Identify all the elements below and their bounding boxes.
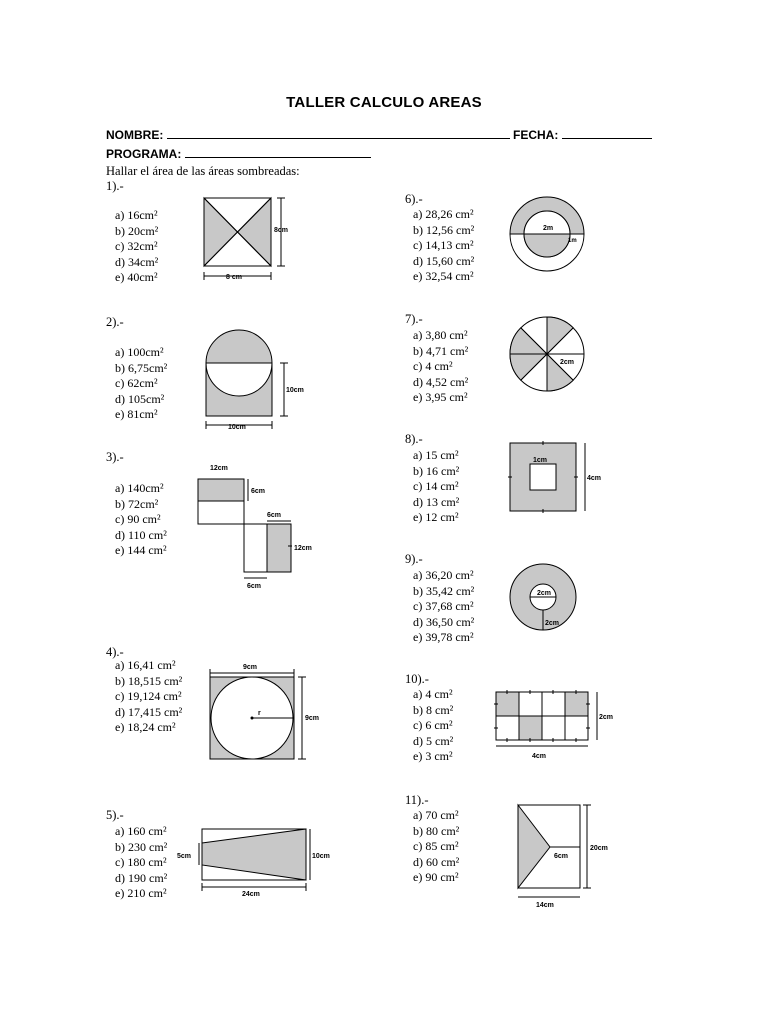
option-e[interactable]: e) 144 cm² (115, 543, 167, 558)
fecha-label: FECHA: (513, 128, 559, 142)
option-d[interactable]: d) 190 cm² (115, 870, 168, 885)
option-b[interactable]: b) 18,515 cm² (115, 673, 183, 688)
question-8-number: 8).- (405, 432, 423, 446)
option-a[interactable]: a) 70 cm² (413, 808, 459, 822)
option-a[interactable]: a) 160 cm² (115, 824, 167, 838)
option-e[interactable]: e) 39,78 cm² (413, 630, 474, 645)
svg-text:4cm: 4cm (532, 753, 547, 760)
question-9-number: 9).- (405, 552, 423, 566)
svg-text:12cm: 12cm (294, 545, 312, 552)
option-d[interactable]: d) 34cm² (115, 254, 159, 269)
option-b[interactable]: b) 20cm² (115, 223, 159, 238)
svg-text:6cm: 6cm (554, 853, 569, 860)
svg-text:4cm: 4cm (587, 475, 602, 482)
option-a[interactable]: a) 3,80 cm² (413, 328, 468, 342)
programa-label: PROGRAMA: (106, 147, 182, 161)
option-b[interactable]: b) 6,75cm² (115, 360, 168, 375)
option-b[interactable]: b) 72cm² (115, 496, 159, 511)
svg-text:9cm: 9cm (243, 664, 258, 671)
svg-text:10cm: 10cm (286, 387, 304, 394)
option-b[interactable]: b) 230 cm² (115, 839, 168, 854)
option-c[interactable]: c) 62cm² (115, 376, 158, 391)
option-a[interactable]: a) 16,41 cm² (115, 658, 176, 672)
option-e[interactable]: e) 3,95 cm² (413, 390, 468, 405)
question-3-number: 3).- (106, 450, 124, 464)
svg-text:2cm: 2cm (537, 590, 552, 597)
svg-text:8 cm: 8 cm (226, 274, 242, 281)
svg-text:1cm: 1cm (533, 457, 548, 464)
svg-text:2cm: 2cm (599, 714, 614, 721)
question-10-number: 10).- (405, 672, 429, 686)
option-d[interactable]: d) 36,50 cm² (413, 614, 475, 629)
svg-text:5cm: 5cm (177, 853, 192, 860)
instruction: Hallar el área de las áreas sombreadas: (106, 164, 300, 178)
question-4-number: 4).- (106, 645, 124, 659)
option-a[interactable]: a) 140cm² (115, 481, 164, 495)
option-e[interactable]: e) 40cm² (115, 270, 158, 285)
option-a[interactable]: a) 100cm² (115, 345, 164, 359)
svg-text:10cm: 10cm (228, 424, 246, 431)
option-e[interactable]: e) 32,54 cm² (413, 269, 474, 284)
option-a[interactable]: a) 28,26 cm² (413, 207, 474, 221)
option-b[interactable]: b) 35,42 cm² (413, 583, 475, 598)
option-c[interactable]: c) 19,124 cm² (115, 689, 182, 704)
svg-text:6cm: 6cm (247, 583, 262, 590)
option-a[interactable]: a) 16cm² (115, 208, 158, 222)
page-title: TALLER CALCULO AREAS (286, 94, 482, 111)
option-b[interactable]: b) 16 cm² (413, 463, 460, 478)
svg-text:6cm: 6cm (251, 488, 266, 495)
svg-text:14cm: 14cm (536, 902, 554, 909)
option-c[interactable]: c) 85 cm² (413, 839, 459, 854)
question-2-number: 2).- (106, 315, 124, 329)
svg-text:r: r (258, 710, 261, 717)
svg-text:2m: 2m (543, 225, 554, 232)
option-c[interactable]: c) 14 cm² (413, 479, 459, 494)
option-c[interactable]: c) 90 cm² (115, 512, 161, 527)
option-d[interactable]: d) 110 cm² (115, 527, 167, 542)
option-c[interactable]: c) 6 cm² (413, 718, 453, 733)
svg-text:12cm: 12cm (210, 465, 228, 472)
nombre-label: NOMBRE: (106, 128, 164, 142)
question-5-number: 5).- (106, 808, 124, 822)
option-a[interactable]: a) 36,20 cm² (413, 568, 474, 582)
option-e[interactable]: e) 12 cm² (413, 510, 459, 525)
option-e[interactable]: e) 3 cm² (413, 749, 453, 764)
option-d[interactable]: d) 105cm² (115, 391, 165, 406)
svg-text:9cm: 9cm (305, 715, 320, 722)
svg-text:10cm: 10cm (312, 853, 330, 860)
option-b[interactable]: b) 4,71 cm² (413, 343, 469, 358)
option-c[interactable]: c) 180 cm² (115, 855, 167, 870)
question-1-number: 1).- (106, 179, 124, 193)
question-11-number: 11).- (405, 793, 429, 807)
option-e[interactable]: e) 81cm² (115, 407, 158, 422)
option-c[interactable]: c) 4 cm² (413, 359, 453, 374)
option-b[interactable]: b) 12,56 cm² (413, 222, 475, 237)
option-d[interactable]: d) 4,52 cm² (413, 374, 469, 389)
svg-text:6cm: 6cm (267, 512, 282, 519)
option-e[interactable]: e) 18,24 cm² (115, 720, 176, 735)
question-7-number: 7).- (405, 312, 423, 326)
option-d[interactable]: d) 60 cm² (413, 854, 460, 869)
option-a[interactable]: a) 15 cm² (413, 448, 459, 462)
question-6-number: 6).- (405, 192, 423, 206)
option-d[interactable]: d) 13 cm² (413, 494, 460, 509)
svg-text:1m: 1m (568, 238, 577, 244)
option-d[interactable]: d) 5 cm² (413, 733, 454, 748)
option-c[interactable]: c) 37,68 cm² (413, 599, 474, 614)
svg-text:2cm: 2cm (560, 359, 575, 366)
option-e[interactable]: e) 210 cm² (115, 886, 167, 901)
svg-text:24cm: 24cm (242, 891, 260, 898)
svg-text:8cm: 8cm (274, 227, 289, 234)
option-b[interactable]: b) 8 cm² (413, 702, 454, 717)
option-c[interactable]: c) 32cm² (115, 239, 158, 254)
option-b[interactable]: b) 80 cm² (413, 823, 460, 838)
option-d[interactable]: d) 17,415 cm² (115, 704, 183, 719)
option-c[interactable]: c) 14,13 cm² (413, 238, 474, 253)
option-d[interactable]: d) 15,60 cm² (413, 253, 475, 268)
option-e[interactable]: e) 90 cm² (413, 870, 459, 885)
option-a[interactable]: a) 4 cm² (413, 687, 453, 701)
svg-text:20cm: 20cm (590, 845, 608, 852)
svg-text:2cm: 2cm (545, 620, 560, 627)
